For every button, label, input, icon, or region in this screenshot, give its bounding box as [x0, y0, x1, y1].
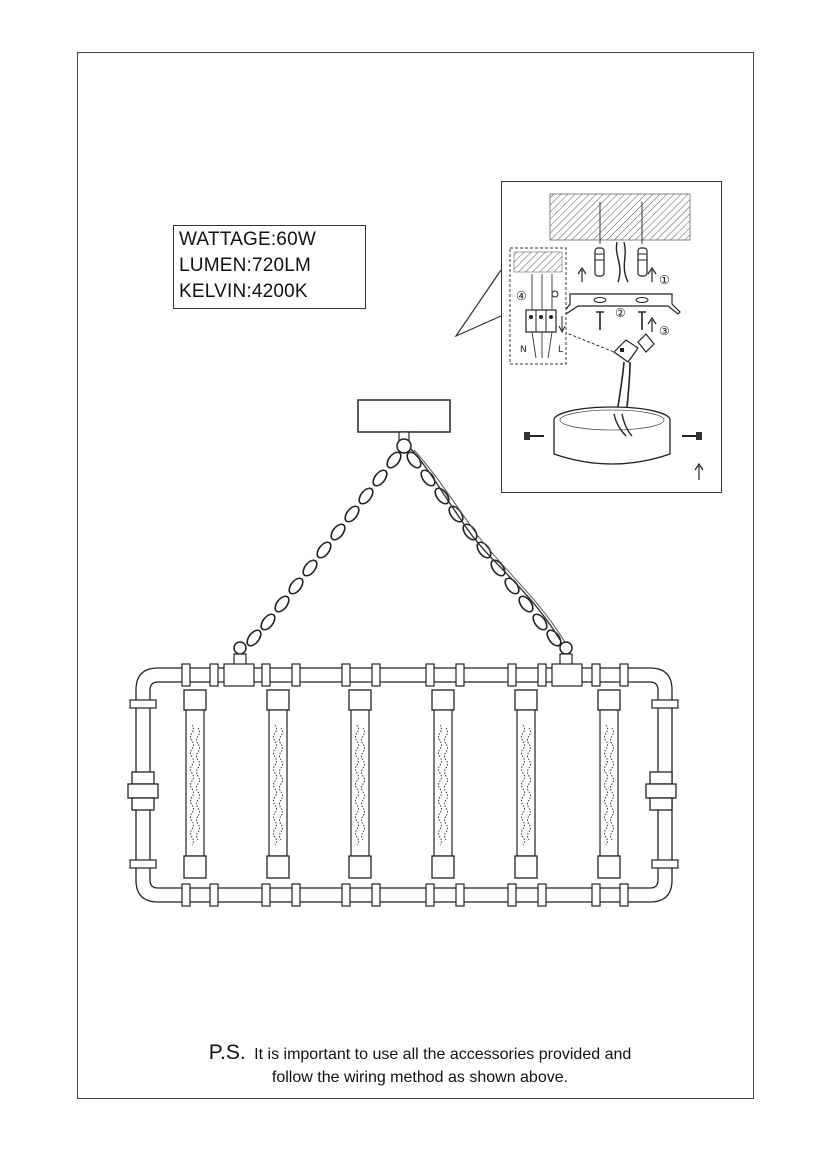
installation-note — [150, 1042, 690, 1090]
hanging-loop-icon — [234, 642, 246, 654]
lumen-spec: LUMEN:720LM — [179, 255, 312, 276]
wire-label-l: L — [558, 345, 564, 355]
wire-label-n: N — [520, 345, 527, 355]
hook-ring-icon — [397, 439, 411, 453]
note-line-2: follow the wiring method as shown above. — [271, 1069, 569, 1086]
chain-left-icon — [245, 450, 404, 648]
ceiling-canopy-icon — [358, 400, 450, 432]
step-1-label: ① — [659, 273, 670, 287]
step-3-label: ③ — [659, 324, 670, 338]
callout-pointer — [456, 270, 501, 336]
hanging-loop-icon — [560, 642, 572, 654]
pipe-frame — [136, 668, 672, 902]
light-tube-icon — [184, 690, 620, 878]
note-line-1: It is important to use all the accessories provided and — [254, 1046, 632, 1063]
pipe-union-icon — [128, 772, 676, 810]
step-4-label: ④ — [516, 289, 527, 303]
pipe-coupling-icon — [130, 664, 678, 906]
wattage-spec: WATTAGE:60W — [179, 229, 316, 250]
note-prefix: P.S. — [208, 1041, 246, 1064]
step-2-label: ② — [615, 306, 626, 320]
kelvin-spec: KELVIN:4200K — [179, 281, 308, 302]
